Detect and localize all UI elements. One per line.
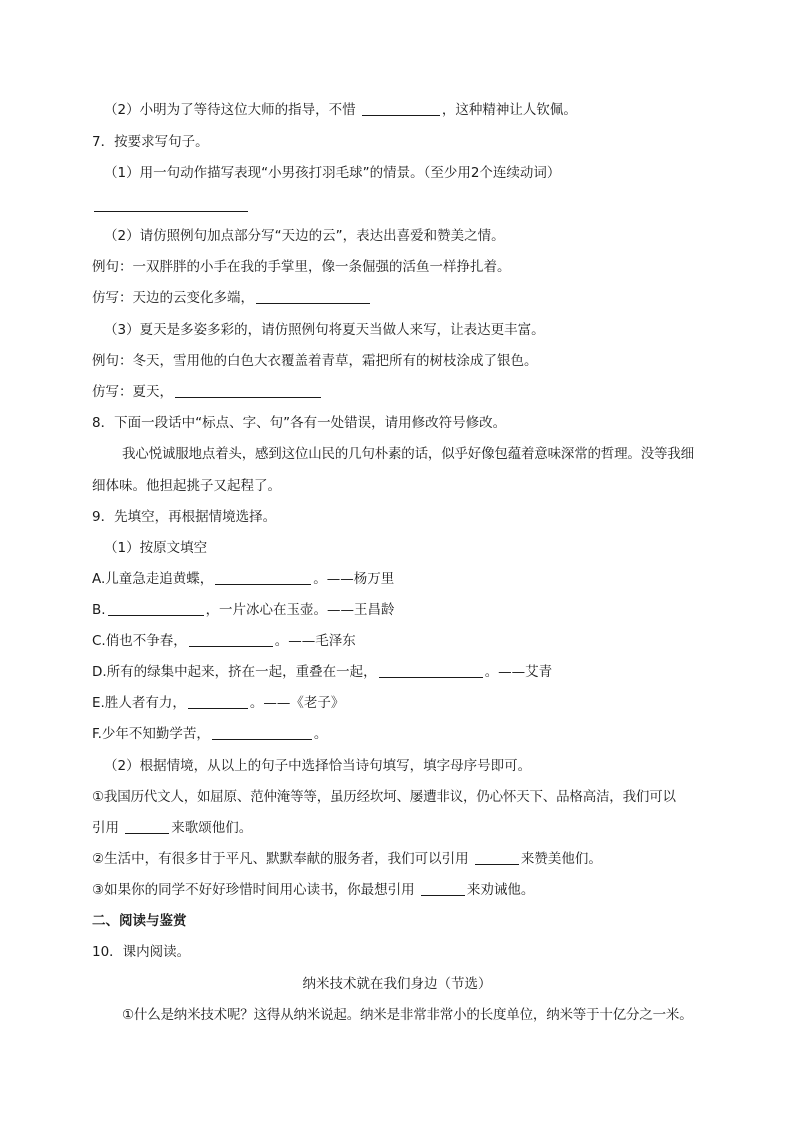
answer-blank[interactable]: [189, 632, 273, 647]
answer-blank[interactable]: [362, 101, 440, 116]
q9-item-c: [92, 631, 356, 651]
q7-part2-example: 例句：一双胖胖的小手在我的手掌里，像一条倔强的活鱼一样挣扎着。: [92, 259, 511, 275]
q9-situation-1-line1: ①我国历代文人，如屈原、范仲淹等等，虽历经坎坷、屡遭非议，仍心怀天下、品格高洁，我们可以: [92, 789, 676, 805]
q9-item-e: [92, 693, 344, 713]
answer-blank[interactable]: [475, 850, 519, 865]
item-text-end: ，一片冰心在玉壶。——王昌龄: [205, 602, 395, 618]
answer-blank[interactable]: [212, 725, 312, 740]
q9-situation-3: [92, 880, 534, 900]
q6-s2-text: （2）小明为了等待这位大师的指导，不惜: [104, 102, 360, 118]
q7-part1-answer: [92, 196, 250, 216]
answer-blank[interactable]: [125, 819, 169, 834]
q9-part2: （2）根据情境，从以上的句子中选择恰当诗句填写，填字母序号即可。: [104, 758, 532, 774]
item-text-end: 。——毛泽东: [274, 633, 356, 649]
item-text: F.少年不知勤学苦，: [92, 726, 210, 742]
answer-blank[interactable]: [421, 881, 465, 896]
q8-paragraph-line1: 我心悦诚服地点着头，感到这位山民的几句朴素的话，似乎好像包蕴着意味深常的哲理。没等我细: [122, 446, 694, 462]
q9-item-f: [92, 724, 327, 744]
situation-text-end: 来劝诫他。: [466, 882, 535, 898]
q7-part2-imitate: [92, 288, 372, 308]
answer-blank[interactable]: [256, 289, 370, 304]
q9-situation-1-line2: [92, 818, 252, 838]
q7-part2: （2）请仿照例句加点部分写“天边的云”，表达出喜爱和赞美之情。: [104, 228, 505, 244]
item-text-end: 。——《老子》: [249, 695, 345, 711]
answer-blank[interactable]: [379, 663, 483, 678]
item-text: B.: [92, 602, 106, 618]
q9-item-b: [92, 600, 395, 620]
q9-item-a: [92, 569, 394, 589]
q6-sentence-2: [104, 100, 577, 120]
answer-blank[interactable]: [94, 197, 248, 212]
q10-title: 10．课内阅读。: [92, 944, 191, 960]
q9-situation-2: [92, 849, 602, 869]
situation-text-end: 来赞美他们。: [520, 851, 602, 867]
passage-title: 纳米技术就在我们身边（节选）: [302, 976, 492, 992]
q7-part3-example: 例句：冬天，雪用他的白色大衣覆盖着青草，霜把所有的树枝涂成了银色。: [92, 353, 538, 369]
situation-text: ②生活中，有很多甘于平凡、默默奉献的服务者，我们可以引用: [92, 851, 473, 867]
item-text: A.儿童急走追黄蝶，: [92, 571, 214, 587]
item-text-end: 。: [313, 726, 328, 742]
answer-blank[interactable]: [175, 383, 321, 398]
imitate-label: 仿写：夏天，: [92, 384, 173, 400]
answer-blank[interactable]: [108, 601, 204, 616]
q6-s2-text-end: ，这种精神让人钦佩。: [441, 102, 577, 118]
item-text: E.胜人者有力，: [92, 695, 186, 711]
section-2-title: 二、阅读与鉴赏: [92, 913, 187, 929]
passage-paragraph-1: ①什么是纳米技术呢？这得从纳米说起。纳米是非常非常小的长度单位，纳米等于十亿分之一米。: [122, 1007, 693, 1023]
item-text-end: 。——艾青: [484, 664, 553, 680]
q7-part3: （3）夏天是多姿多彩的，请仿照例句将夏天当做人来写，让表达更丰富。: [104, 322, 545, 338]
answer-blank[interactable]: [188, 694, 248, 709]
q9-title: 9．先填空，再根据情境选择。: [92, 509, 277, 525]
situation-text: 引用: [92, 820, 124, 836]
q7-part1: （1）用一句动作描写表现“小男孩打羽毛球”的情景。（至少用2个连续动词）: [104, 165, 561, 181]
situation-text: ③如果你的同学不好好珍惜时间用心读书，你最想引用: [92, 882, 419, 898]
item-text: C.俏也不争春，: [92, 633, 187, 649]
q9-item-d: [92, 662, 552, 682]
q9-part1: （1）按原文填空: [104, 540, 208, 556]
q8-paragraph-line2: 细体味。他担起挑子又起程了。: [92, 478, 281, 494]
item-text-end: 。——杨万里: [313, 571, 395, 587]
answer-blank[interactable]: [215, 570, 311, 585]
imitate-label: 仿写：天边的云变化多端，: [92, 290, 254, 306]
q8-title: 8．下面一段话中“标点、字、句”各有一处错误，请用修改符号修改。: [92, 415, 507, 431]
q7-title: 7．按要求写句子。: [92, 134, 209, 150]
situation-text-end: 来歌颂他们。: [171, 820, 253, 836]
q7-part3-imitate: [92, 382, 323, 402]
item-text: D.所有的绿集中起来，挤在一起，重叠在一起，: [92, 664, 377, 680]
